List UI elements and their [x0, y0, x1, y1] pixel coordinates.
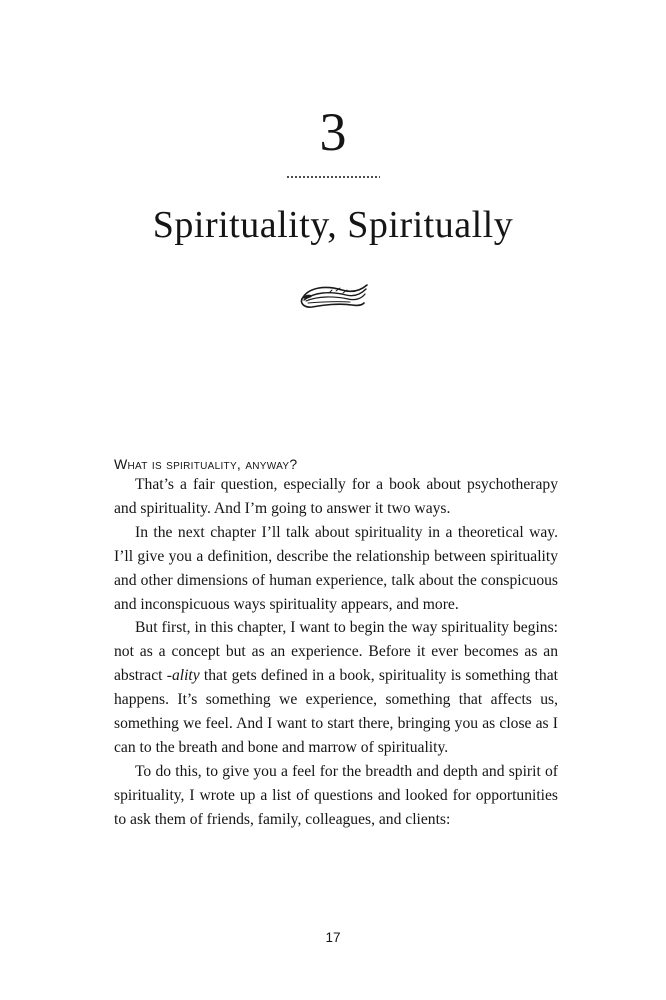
feather-flourish-icon — [296, 281, 370, 311]
chapter-number: 3 — [319, 102, 347, 162]
page-number: 17 — [325, 930, 341, 945]
emphasized-term: -ality — [166, 667, 200, 685]
body-text — [114, 473, 558, 832]
paragraph: That’s a fair question, especially for a book about psychotherapy and spirituality. And I’m going to answer it two ways. — [114, 476, 558, 517]
paragraph: To do this, to give you a feel for the breadth and depth and spirit of spirituality, I wrote up a list of questions and looked for opportunities to ask them of friends, family, colleagues, and clients: — [114, 762, 558, 828]
section-heading: What is spirituality, anyway? — [114, 456, 298, 472]
chapter-title: Spirituality, Spiritually — [152, 204, 514, 246]
paragraph: In the next chapter I’ll talk about spirituality in a theoretical way. I’ll give you a definition, describe the relationship between spirituality and other dimensions of human experience, talk about the conspicuous and inconspicuous ways spirituality appears, and more. — [114, 523, 558, 613]
dotted-rule — [286, 176, 380, 178]
paragraph-text: But first, in this chapter, I want to begin the way spirituality begins: not as a concept but as an experience. Before it ever becomes as an abstract — [114, 619, 558, 685]
paragraph — [114, 616, 558, 759]
paragraph-text: that gets defined in a book, spirituality is something that happens. It’s something we experience, something that affects us, something we feel. And I want to start there, bringing you as close as I can to the breath and bone and marrow of spirituality. — [114, 667, 558, 756]
